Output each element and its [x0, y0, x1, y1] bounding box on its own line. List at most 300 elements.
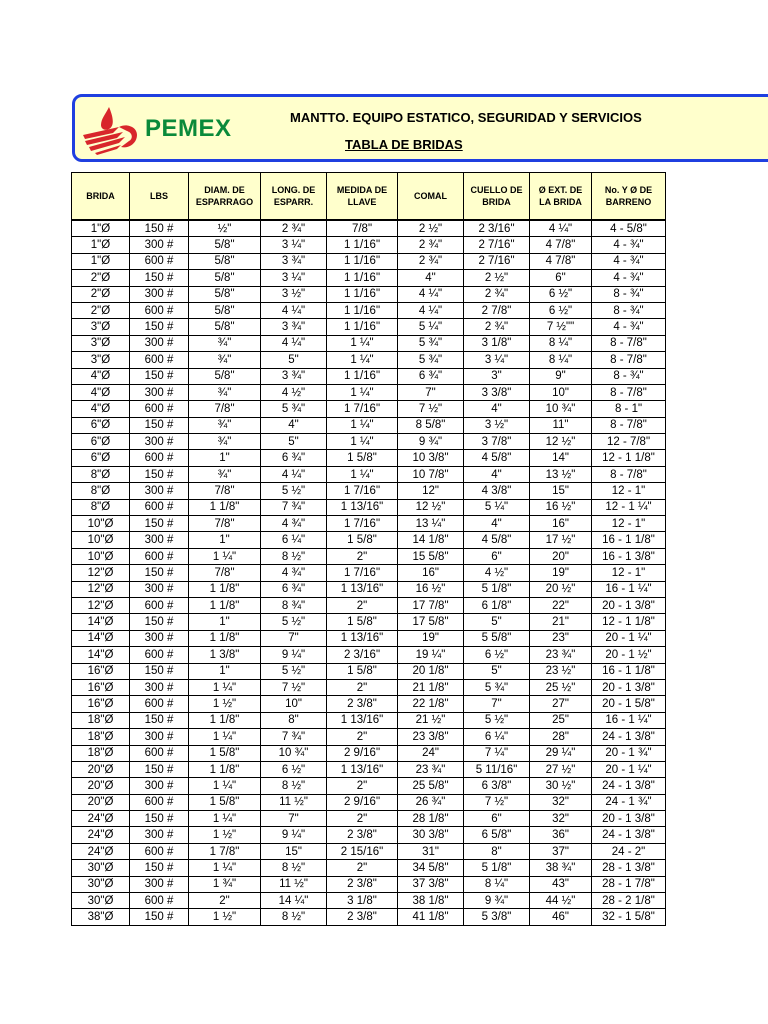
- table-row: [72, 761, 666, 777]
- column-header: MEDIDA DE LLAVE: [327, 173, 398, 221]
- table-cell: 1": [189, 532, 261, 548]
- table-cell: ¾": [189, 417, 261, 433]
- table-row: [72, 401, 666, 417]
- table-cell: 7 ½": [398, 401, 464, 417]
- table-cell: 7 ¾": [261, 499, 327, 515]
- table-cell: 8 - 1": [592, 401, 666, 417]
- table-cell: 1"Ø: [72, 237, 130, 253]
- table-cell: 5 ¼": [398, 319, 464, 335]
- table-cell: 2 ¾": [464, 286, 530, 302]
- table-cell: 37": [530, 843, 592, 859]
- table-row: [72, 417, 666, 433]
- table-cell: 41 1/8": [398, 909, 464, 925]
- table-cell: 150 #: [130, 811, 189, 827]
- table-cell: 34 5/8": [398, 860, 464, 876]
- table-cell: 600 #: [130, 794, 189, 810]
- table-cell: 5 ½": [261, 614, 327, 630]
- table-row: [72, 319, 666, 335]
- table-cell: 20 1/8": [398, 663, 464, 679]
- table-cell: 600 #: [130, 499, 189, 515]
- table-cell: 5/8": [189, 270, 261, 286]
- table-cell: 24"Ø: [72, 811, 130, 827]
- table-cell: 150 #: [130, 565, 189, 581]
- table-row: [72, 565, 666, 581]
- table-cell: 1 1/16": [327, 368, 398, 384]
- table-cell: 8"Ø: [72, 466, 130, 482]
- column-header: BRIDA: [72, 173, 130, 221]
- table-cell: 600 #: [130, 647, 189, 663]
- table-cell: 150 #: [130, 466, 189, 482]
- table-cell: 4 ¼": [530, 220, 592, 237]
- table-cell: 6 ½": [530, 286, 592, 302]
- table-cell: 6 ¾": [261, 450, 327, 466]
- table-cell: 5/8": [189, 319, 261, 335]
- table-cell: 24 - 1 3/8": [592, 778, 666, 794]
- column-header: Ø EXT. DE LA BRIDA: [530, 173, 592, 221]
- table-cell: 5 ¾": [261, 401, 327, 417]
- table-cell: 5 ½": [261, 483, 327, 499]
- table-cell: 19 ¼": [398, 647, 464, 663]
- table-row: [72, 679, 666, 695]
- table-cell: 6"Ø: [72, 417, 130, 433]
- table-cell: 1 3/8": [189, 647, 261, 663]
- table-cell: 1 ¼": [327, 352, 398, 368]
- table-cell: 1 ¼": [189, 778, 261, 794]
- table-cell: 7": [261, 811, 327, 827]
- table-cell: 5 5/8": [464, 630, 530, 646]
- table-cell: 2"Ø: [72, 302, 130, 318]
- table-cell: 12"Ø: [72, 597, 130, 613]
- table-cell: 3 ¾": [261, 368, 327, 384]
- table-cell: 8 ½": [261, 548, 327, 564]
- table-cell: 1 ¾": [189, 876, 261, 892]
- table-cell: 3 ½": [261, 286, 327, 302]
- table-cell: 300 #: [130, 434, 189, 450]
- table-cell: 5 ½": [464, 712, 530, 728]
- table-cell: 22 1/8": [398, 696, 464, 712]
- table-row: [72, 581, 666, 597]
- table-row: [72, 597, 666, 613]
- table-cell: 150 #: [130, 417, 189, 433]
- table-cell: 300 #: [130, 237, 189, 253]
- table-cell: 5 3/8": [464, 909, 530, 925]
- table-cell: 2": [327, 679, 398, 695]
- table-cell: 25": [530, 712, 592, 728]
- table-cell: 6 ¼": [261, 532, 327, 548]
- table-cell: 1 5/8": [327, 450, 398, 466]
- table-cell: 2 3/16": [464, 220, 530, 237]
- table-cell: 1 7/16": [327, 401, 398, 417]
- table-cell: 16"Ø: [72, 696, 130, 712]
- table-cell: 1 1/16": [327, 253, 398, 269]
- table-cell: 2 7/16": [464, 253, 530, 269]
- table-cell: 24 - 2": [592, 843, 666, 859]
- table-cell: 8 - 7/8": [592, 384, 666, 400]
- table-row: [72, 729, 666, 745]
- table-cell: 12"Ø: [72, 581, 130, 597]
- table-cell: 10 ¾": [261, 745, 327, 761]
- table-cell: 150 #: [130, 663, 189, 679]
- table-cell: 3 ¼": [261, 237, 327, 253]
- table-cell: 2": [327, 811, 398, 827]
- table-cell: 2 15/16": [327, 843, 398, 859]
- table-cell: 9": [530, 368, 592, 384]
- table-cell: 1 5/8": [189, 745, 261, 761]
- table-cell: 20 - 1 ¼": [592, 761, 666, 777]
- table-cell: 1 7/16": [327, 516, 398, 532]
- table-cell: 18"Ø: [72, 729, 130, 745]
- table-cell: 300 #: [130, 286, 189, 302]
- table-cell: 300 #: [130, 729, 189, 745]
- table-cell: 150 #: [130, 319, 189, 335]
- table-cell: 24"Ø: [72, 843, 130, 859]
- table-cell: 150 #: [130, 220, 189, 237]
- table-row: [72, 696, 666, 712]
- table-cell: 2 ¾": [398, 237, 464, 253]
- company-title: MANTTO. EQUIPO ESTATICO, SEGURIDAD Y SERVICIOS: [290, 110, 642, 125]
- table-cell: 4 ½": [464, 565, 530, 581]
- table-cell: 24 - 1 3/8": [592, 729, 666, 745]
- table-cell: 30 3/8": [398, 827, 464, 843]
- table-cell: 12 - 1 1/8": [592, 450, 666, 466]
- table-cell: 12 ½": [398, 499, 464, 515]
- table-cell: 1 ½": [189, 696, 261, 712]
- table-cell: 1 1/16": [327, 319, 398, 335]
- table-cell: 8 - 7/8": [592, 466, 666, 482]
- table-cell: 2 3/8": [327, 909, 398, 925]
- table-cell: 6 5/8": [464, 827, 530, 843]
- table-cell: 10 3/8": [398, 450, 464, 466]
- table-cell: 8"Ø: [72, 483, 130, 499]
- table-cell: 11": [530, 417, 592, 433]
- table-cell: 16 - 1 3/8": [592, 548, 666, 564]
- table-cell: 30"Ø: [72, 893, 130, 909]
- table-cell: 2": [327, 597, 398, 613]
- column-header: No. Y Ø DE BARRENO: [592, 173, 666, 221]
- table-cell: 2"Ø: [72, 286, 130, 302]
- table-cell: 300 #: [130, 679, 189, 695]
- table-cell: 1 ½": [189, 827, 261, 843]
- table-cell: 2": [327, 860, 398, 876]
- table-cell: 600 #: [130, 302, 189, 318]
- table-row: [72, 876, 666, 892]
- table-cell: 7/8": [189, 401, 261, 417]
- table-cell: 32 - 1 5/8": [592, 909, 666, 925]
- table-cell: 20 - 1 3/8": [592, 811, 666, 827]
- table-cell: 16 - 1 1/8": [592, 532, 666, 548]
- table-cell: 300 #: [130, 335, 189, 351]
- table-cell: 9 ¼": [261, 827, 327, 843]
- table-cell: 16": [530, 516, 592, 532]
- table-cell: 4 5/8": [464, 532, 530, 548]
- table-header-row: [72, 173, 666, 221]
- column-header: CUELLO DE BRIDA: [464, 173, 530, 221]
- table-row: [72, 630, 666, 646]
- pemex-logo: [79, 105, 232, 157]
- table-cell: 9 ¾": [464, 893, 530, 909]
- table-cell: ¾": [189, 352, 261, 368]
- table-cell: 1 7/16": [327, 483, 398, 499]
- table-cell: 23 ¾": [398, 761, 464, 777]
- table-cell: 4": [464, 401, 530, 417]
- table-cell: 14"Ø: [72, 630, 130, 646]
- table-cell: 150 #: [130, 614, 189, 630]
- table-cell: 16 - 1 ¼": [592, 712, 666, 728]
- table-cell: 7/8": [189, 483, 261, 499]
- table-cell: 5": [464, 663, 530, 679]
- table-row: [72, 909, 666, 925]
- table-cell: 20"Ø: [72, 778, 130, 794]
- table-cell: 3 ¾": [261, 319, 327, 335]
- table-cell: ¾": [189, 434, 261, 450]
- table-row: [72, 893, 666, 909]
- table-cell: 150 #: [130, 368, 189, 384]
- table-cell: 17 7/8": [398, 597, 464, 613]
- table-cell: 21": [530, 614, 592, 630]
- table-cell: 3 1/8": [464, 335, 530, 351]
- table-cell: 43": [530, 876, 592, 892]
- table-cell: 2 3/8": [327, 696, 398, 712]
- table-row: [72, 712, 666, 728]
- table-cell: 150 #: [130, 516, 189, 532]
- table-cell: 15": [530, 483, 592, 499]
- column-header: DIAM. DE ESPARRAGO: [189, 173, 261, 221]
- table-cell: 5/8": [189, 286, 261, 302]
- table-cell: 4 ¼": [261, 335, 327, 351]
- table-cell: 20"Ø: [72, 761, 130, 777]
- table-cell: 1"Ø: [72, 253, 130, 269]
- table-cell: 17 ½": [530, 532, 592, 548]
- column-header: LONG. DE ESPARR.: [261, 173, 327, 221]
- table-cell: ¾": [189, 466, 261, 482]
- table-cell: 8 - 7/8": [592, 352, 666, 368]
- table-cell: 4 ¼": [261, 302, 327, 318]
- table-cell: 4"Ø: [72, 401, 130, 417]
- table-cell: 150 #: [130, 860, 189, 876]
- table-cell: 32": [530, 794, 592, 810]
- table-cell: 12 - 1": [592, 483, 666, 499]
- table-cell: 1": [189, 450, 261, 466]
- table-cell: 2": [189, 893, 261, 909]
- table-cell: 2"Ø: [72, 270, 130, 286]
- table-cell: 1 5/8": [327, 532, 398, 548]
- table-cell: 8 ½": [261, 860, 327, 876]
- table-cell: 19": [530, 565, 592, 581]
- table-cell: 3 7/8": [464, 434, 530, 450]
- table-cell: 46": [530, 909, 592, 925]
- table-cell: 2 7/8": [464, 302, 530, 318]
- table-cell: 30"Ø: [72, 860, 130, 876]
- table-row: [72, 516, 666, 532]
- table-cell: 8 ¼": [464, 876, 530, 892]
- table-cell: 30 ½": [530, 778, 592, 794]
- table-cell: 24 - 1 ¾": [592, 794, 666, 810]
- table-cell: 4 7/8": [530, 253, 592, 269]
- table-cell: 7": [261, 630, 327, 646]
- table-cell: 4": [398, 270, 464, 286]
- table-cell: 1 1/8": [189, 712, 261, 728]
- table-cell: 5 ½": [261, 663, 327, 679]
- table-cell: 1 13/16": [327, 581, 398, 597]
- table-cell: 6 ½": [464, 647, 530, 663]
- table-cell: 1 13/16": [327, 630, 398, 646]
- table-cell: 7 ¼": [464, 745, 530, 761]
- table-cell: 1 7/8": [189, 843, 261, 859]
- table-cell: 8 - 7/8": [592, 335, 666, 351]
- table-cell: 8 ½": [261, 909, 327, 925]
- table-row: [72, 384, 666, 400]
- document-title: TABLA DE BRIDAS: [345, 137, 463, 152]
- table-cell: 3 3/8": [464, 384, 530, 400]
- table-cell: 7 ¾": [261, 729, 327, 745]
- table-row: [72, 270, 666, 286]
- table-cell: 24": [398, 745, 464, 761]
- table-body: [72, 220, 666, 925]
- table-cell: 29 ¼": [530, 745, 592, 761]
- table-row: [72, 778, 666, 794]
- table-row: [72, 335, 666, 351]
- table-cell: 600 #: [130, 597, 189, 613]
- table-cell: 4 - 5/8": [592, 220, 666, 237]
- table-cell: 10": [261, 696, 327, 712]
- table-cell: 18"Ø: [72, 712, 130, 728]
- table-cell: 2 ¾": [261, 220, 327, 237]
- table-cell: 1 1/16": [327, 270, 398, 286]
- table-cell: 7 ½"": [530, 319, 592, 335]
- table-cell: 32": [530, 811, 592, 827]
- table-cell: 30"Ø: [72, 876, 130, 892]
- table-cell: 3 ¼": [464, 352, 530, 368]
- table-cell: 12 - 7/8": [592, 434, 666, 450]
- table-cell: 300 #: [130, 630, 189, 646]
- table-cell: 15": [261, 843, 327, 859]
- table-cell: 4 ¼": [398, 286, 464, 302]
- table-cell: 20"Ø: [72, 794, 130, 810]
- table-cell: 21 1/8": [398, 679, 464, 695]
- table-cell: 6 1/8": [464, 597, 530, 613]
- table-cell: 6 ½": [530, 302, 592, 318]
- table-row: [72, 434, 666, 450]
- table-cell: 20 - 1 5/8": [592, 696, 666, 712]
- table-cell: 2 3/16": [327, 647, 398, 663]
- table-cell: 4 7/8": [530, 237, 592, 253]
- table-cell: 12 - 1": [592, 565, 666, 581]
- table-cell: 3": [464, 368, 530, 384]
- table-cell: 38"Ø: [72, 909, 130, 925]
- table-row: [72, 483, 666, 499]
- table-cell: 1 ¼": [189, 679, 261, 695]
- table-row: [72, 614, 666, 630]
- table-cell: 3 ½": [464, 417, 530, 433]
- table-row: [72, 548, 666, 564]
- table-cell: 38 1/8": [398, 893, 464, 909]
- table-row: [72, 302, 666, 318]
- table-cell: 14"Ø: [72, 647, 130, 663]
- table-row: [72, 647, 666, 663]
- table-cell: 4": [464, 466, 530, 482]
- table-cell: 3 ¾": [261, 253, 327, 269]
- table-cell: 6": [464, 548, 530, 564]
- table-cell: 9 ¾": [398, 434, 464, 450]
- table-cell: 27": [530, 696, 592, 712]
- table-cell: 6": [530, 270, 592, 286]
- table-cell: 1 ¼": [189, 729, 261, 745]
- table-cell: 4 ¾": [261, 516, 327, 532]
- table-cell: 6 ¼": [464, 729, 530, 745]
- table-cell: ¾": [189, 384, 261, 400]
- table-cell: 8": [464, 843, 530, 859]
- table-cell: 150 #: [130, 270, 189, 286]
- table-cell: 8 ½": [261, 778, 327, 794]
- table-cell: 8 ¼": [530, 335, 592, 351]
- table-cell: 6": [464, 811, 530, 827]
- table-cell: 4"Ø: [72, 368, 130, 384]
- logo-text: PEMEX: [145, 115, 232, 142]
- table-cell: 600 #: [130, 401, 189, 417]
- table-cell: 4": [261, 417, 327, 433]
- table-cell: 2": [327, 548, 398, 564]
- table-cell: 1 1/8": [189, 597, 261, 613]
- table-cell: 18"Ø: [72, 745, 130, 761]
- table-cell: 8 ¼": [530, 352, 592, 368]
- table-cell: 5 ¾": [398, 335, 464, 351]
- table-cell: 5": [261, 434, 327, 450]
- table-cell: 6"Ø: [72, 450, 130, 466]
- table-cell: 2 9/16": [327, 745, 398, 761]
- table-cell: 14 ¼": [261, 893, 327, 909]
- table-cell: 1 1/16": [327, 302, 398, 318]
- table-cell: 4 - ¾": [592, 270, 666, 286]
- table-cell: 5 ¾": [464, 679, 530, 695]
- table-cell: 3"Ø: [72, 352, 130, 368]
- table-cell: 7 ½": [464, 794, 530, 810]
- table-cell: 20 - 1 ¾": [592, 745, 666, 761]
- table-cell: 4 3/8": [464, 483, 530, 499]
- table-cell: 6 ¾": [398, 368, 464, 384]
- table-cell: 28": [530, 729, 592, 745]
- table-cell: 10 ¾": [530, 401, 592, 417]
- table-cell: 4 - ¾": [592, 319, 666, 335]
- table-cell: 150 #: [130, 761, 189, 777]
- table-cell: 150 #: [130, 712, 189, 728]
- table-cell: 1 7/16": [327, 565, 398, 581]
- table-cell: 5/8": [189, 302, 261, 318]
- table-cell: 7": [464, 696, 530, 712]
- table-cell: 12 - 1 1/8": [592, 614, 666, 630]
- table-cell: 1 1/8": [189, 630, 261, 646]
- table-cell: 1 ¼": [189, 811, 261, 827]
- table-cell: 2 ½": [398, 220, 464, 237]
- pemex-eagle-icon: [79, 105, 143, 157]
- table-cell: 2 ¾": [464, 319, 530, 335]
- table-cell: 28 - 1 3/8": [592, 860, 666, 876]
- table-cell: 16 - 1 ¼": [592, 581, 666, 597]
- table-cell: 300 #: [130, 581, 189, 597]
- table-cell: 23": [530, 630, 592, 646]
- column-header: COMAL: [398, 173, 464, 221]
- table-cell: 12 - 1": [592, 516, 666, 532]
- table-cell: 1 1/16": [327, 286, 398, 302]
- table-cell: 23 3/8": [398, 729, 464, 745]
- table-row: [72, 466, 666, 482]
- table-cell: 300 #: [130, 778, 189, 794]
- table-cell: 16 ½": [530, 499, 592, 515]
- table-cell: 12 ½": [530, 434, 592, 450]
- table-cell: 7/8": [189, 565, 261, 581]
- table-cell: 2 9/16": [327, 794, 398, 810]
- table-cell: ½": [189, 220, 261, 237]
- table-row: [72, 843, 666, 859]
